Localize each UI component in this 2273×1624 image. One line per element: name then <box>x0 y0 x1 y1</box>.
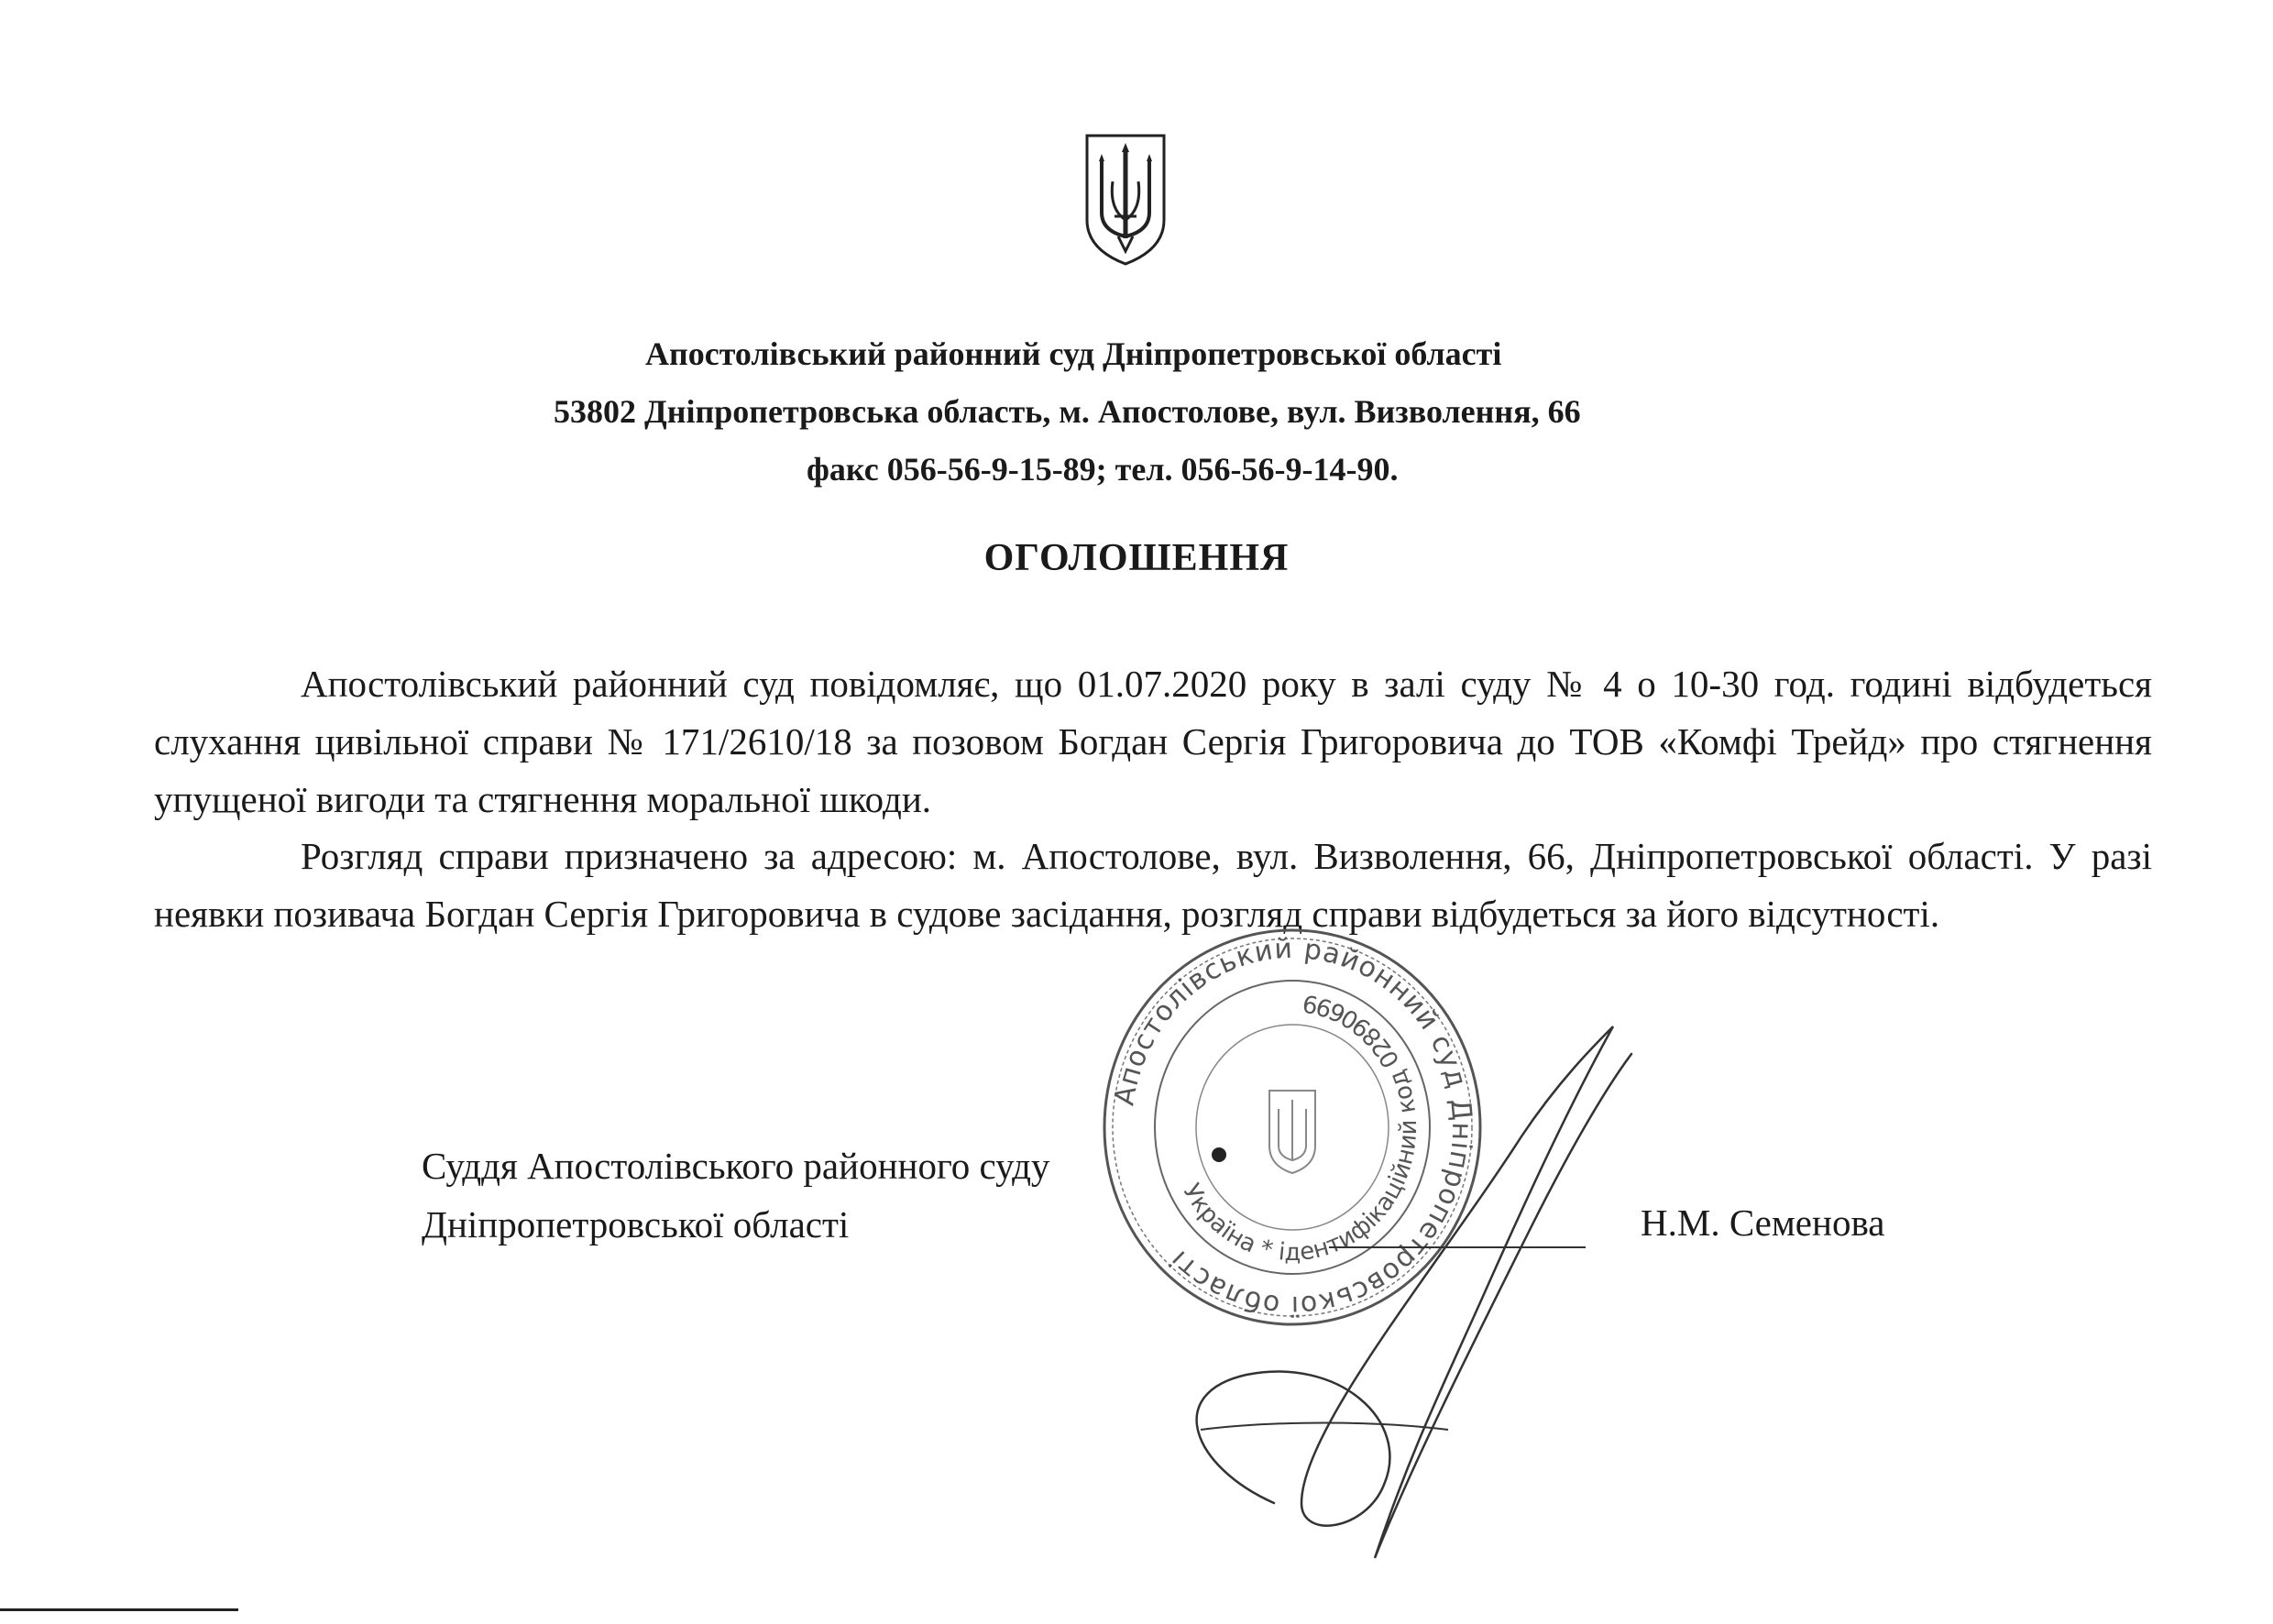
handwritten-signature <box>1136 990 1650 1576</box>
trident-emblem-icon <box>1082 128 1169 268</box>
court-address: 53802 Дніпропетровська область, м. Апостолове, вул. Визволення, 66 <box>554 393 1581 430</box>
announcement-paragraph-1 <box>154 655 2152 828</box>
judge-position <box>422 1136 1049 1254</box>
stamp-outer-text: Апостолівський районний суд Дніпропетровської області <box>1108 932 1478 1322</box>
paragraph-text: Розгляд справи призначено за адресою: м. Апостолове, вул. Визволення, 66, Дніпропетровської області. У разі неявки позивача Богдан Сергія Григоровича в судове засідання, розгляд справи відбудеться за його відсутності. <box>154 835 2152 935</box>
paragraph-text: Апостолівський районний суд повідомляє, що 01.07.2020 року в залі суду № 4 о 10-30 год. годині відбудеться слухання цивільної справи № 171/2610/18 за позовом Богдан Сергія Григоровича до ТОВ «Комфі Трейд» про стягнення упущеної вигоди та стягнення моральної шкоди. <box>154 663 2152 820</box>
court-contacts: факс 056-56-9-15-89; тел. 056-56-9-14-90. <box>807 451 1399 488</box>
judge-name: Н.М. Семенова <box>1641 1202 1885 1244</box>
court-name: Апостолівський районний суд Дніпропетровської області <box>645 335 1502 372</box>
signature-line <box>1329 1246 1586 1248</box>
stamp-inner-text: Україна * ідентифікаційний код 02890699 <box>1177 988 1423 1267</box>
judge-position-line-1: Суддя Апостолівського районного суду <box>422 1145 1050 1187</box>
judge-position-line-2: Дніпропетровської області <box>422 1203 850 1245</box>
footer-divider <box>0 1608 238 1611</box>
document-title: ОГОЛОШЕННЯ <box>983 537 1290 579</box>
